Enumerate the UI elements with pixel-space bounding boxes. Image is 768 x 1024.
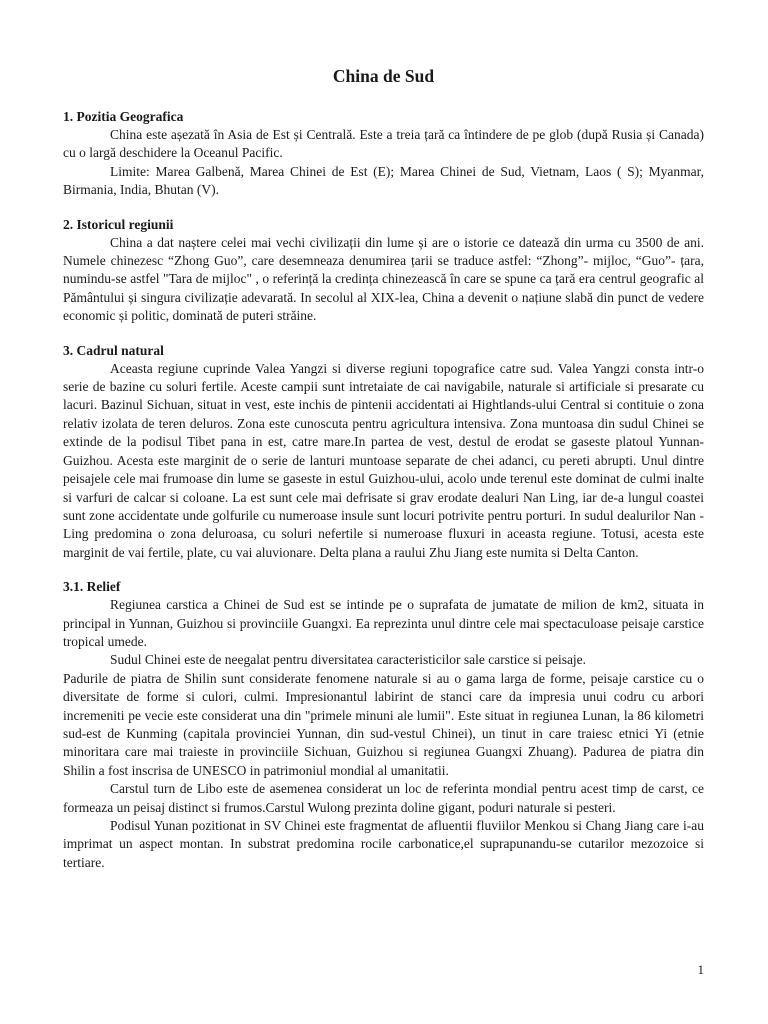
section-istoricul-regiunii [63, 216, 704, 326]
paragraph: Podisul Yunan pozitionat in SV Chinei este fragmentat de afluentii fluviilor Menkou si Chang Jiang care i-au imprimat un aspect montan. In substrat predomina rocile carbonatice,el suprapunandu-se cutarilor mezozoice si tertiare. [63, 818, 704, 870]
section-heading: 2. Istoricul regiunii [63, 216, 174, 232]
paragraph: China a dat naștere celei mai vechi civilizații din lume și are o istorie ce datează din urma cu 3500 de ani. Numele chinezesc “Zhong Guo”, care desemneaza denumirea țarii se traduce astfel: “Zhong”- mijloc, “Guo”- țara, numindu-se astfel "Tara de mijloc" , o referință la credința chinezească în care se spune ca țară era centrul geografic al Pământului și singura civilizație adevarată. In secolul al XIX-lea, China a devenit o națiune slabă din punct de vedere economic și politic, dominată de puteri străine. [63, 234, 704, 324]
document-title: China de Sud [332, 66, 435, 86]
section-cadrul-natural [63, 342, 704, 562]
section-heading: 1. Pozitia Geografica [63, 109, 184, 124]
page-number: 1 [697, 962, 704, 977]
paragraph: Aceasta regiune cuprinde Valea Yangzi si diverse regiuni topografice catre sud. Valea Yangzi consta intr-o serie de bazine cu soluri fertile. Aceste campii sunt intretaiate de cai navigabile, naturale si artificiale si presarate cu lacuri. Bazinul Sichuan, situat in vest, este inchis de pintenii accidentati ai Hightlands-ului Central si contituie o zona relativ izolata de teren deluros. Zona este cunoscuta pentru agricultura intensiva. Zona muntoasa din sudul Chinei se extinde de la podisul Tibet pana in est, catre mare.In partea de vest, destul de erodat se gaseste platoul Yunnan-Guizhou. Acesta este marginit de o serie de lanturi muntoase separate de chei adanci, cu pereti abrupti. Unul dintre peisajele cele mai frumoase din lume se gaseste in estul Guizhou-ului, acolo unde terenul este dominat de culmi inalte si varfuri de calcar si coloane. La est sunt cele mai defrisate si grav erodate dealuri Nan Ling, iar de-a lungul coastei sunt zone accidentate unde golfurile cu numeroase insule sunt locuri potrivite pentru porturi. In sudul dealurilor Nan - Ling predomina o zona deluroasa, cu soluri nefertile si numeroase fluxuri in aceasta regiune. Totusi, acesta este marginit de vai fertile, plate, cu vai aluvionare. Delta plana a raului Zhu Jiang este numita si Delta Canton. [63, 360, 704, 560]
section-heading: 3. Cadrul natural [63, 342, 164, 358]
paragraph: Regiunea carstica a Chinei de Sud est se intinde pe o suprafata de jumatate de milion de km2, situata in principal in Yunnan, Guizhou si provinciile Guangxi. Ea reprezinta unul dintre cele mai spectaculoase peisaje carstice tropical umede. [63, 597, 704, 649]
paragraph: Padurile de piatra de Shilin sunt considerate fenomene naturale si au o gama larga de forme, peisaje carstice cu o diversitate de forme si culori, culmi. Impresionantul labirint de stanci care da impresia unui codru cu arbori incremeniti pe vecie este considerat una din "primele minuni ale lumii". Este situat in regiunea Lunan, la 86 kilometri sud-est de Kunming (capitala provinciei Yunnan, din sud-vestul Chinei), un tinut in care traiesc etnici Yi (etnie minoritara care mai traieste in provinciile Sichuan, Guizhou si regiunea Guangxi Zhuang). Padurea de piatra din Shilin a fost inscrisa de UNESCO in patrimoniul mondial al umanitatii. [63, 670, 704, 778]
paragraph: Carstul turn de Libo este de asemenea considerat un loc de referinta mondial pentru acest timp de carst, ce formeaza un peisaj distinct si frumos.Carstul Wulong prezinta doline gigant, poduri naturale si pesteri. [63, 781, 704, 815]
paragraph: China este așezată în Asia de Est și Centrală. Este a treia țară ca întindere de pe glob (după Rusia și Canada) cu o largă deschidere la Oceanul Pacific. [63, 127, 704, 161]
paragraph: Limite: Marea Galbenă, Marea Chinei de Est (E); Marea Chinei de Sud, Vietnam, Laos ( S); Myanmar, Birmania, India, Bhutan (V). [63, 163, 704, 198]
paragraph: Sudul Chinei este de neegalat pentru diversitatea caracteristicilor sale carstice si peisaje. [110, 652, 587, 668]
section-relief [63, 578, 704, 872]
section-heading: 3.1. Relief [63, 579, 121, 595]
section-pozitia-geografica [63, 108, 704, 200]
